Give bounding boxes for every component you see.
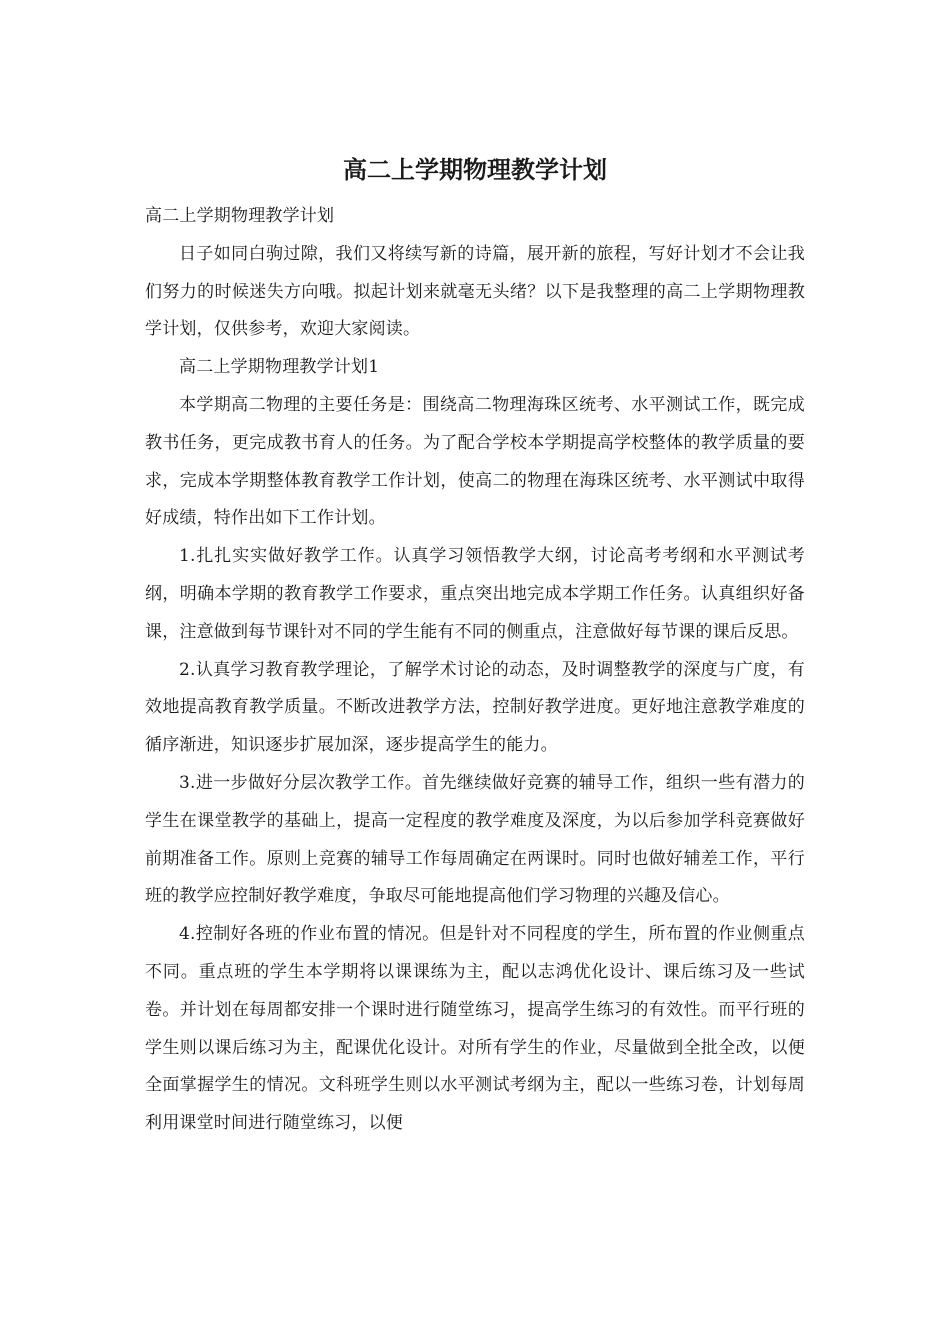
item-paragraph-3: 3.进一步做好分层次教学工作。首先继续做好竞赛的辅导工作，组织一些有潜力的学生在课堂教学的基础上，提高一定程度的教学难度及深度，为以后参加学科竞赛做好前期准备工作。原则上竞赛的辅导工作每周确定在两课时。同时也做好辅差工作，平行班的教学应控制好教学难度，争取尽可能地提高他们学习物理的兴趣及信心。 xyxy=(145,772,805,907)
subtitle-paragraph: 高二上学期物理教学计划 xyxy=(145,206,335,226)
document-title: 高二上学期物理教学计划 xyxy=(343,156,607,184)
document-body xyxy=(145,198,805,1143)
overview-paragraph: 本学期高二物理的主要任务是：围绕高二物理海珠区统考、水平测试工作，既完成教书任务，更完成教书育人的任务。为了配合学校本学期提高学校整体的教学质量的要求，完成本学期整体教育教学工作计划，使高二的物理在海珠区统考、水平测试中取得好成绩，特作出如下工作计划。 xyxy=(145,394,805,529)
item-paragraph-1: 1.扎扎实实做好教学工作。认真学习领悟教学大纲，讨论高考考纲和水平测试考纲，明确本学期的教育教学工作要求，重点突出地完成本学期工作任务。认真组织好备课，注意做到每节课针对不同的学生能有不同的侧重点，注意做好每节课的课后反思。 xyxy=(145,546,805,642)
intro-paragraph: 日子如同白驹过隙，我们又将续写新的诗篇，展开新的旅程，写好计划才不会让我们努力的时候迷失方向哦。拟起计划来就毫无头绪？以下是我整理的高二上学期物理教学计划，仅供参考，欢迎大家阅读。 xyxy=(145,243,805,340)
item-paragraph-2: 2.认真学习教育教学理论，了解学术讨论的动态，及时调整教学的深度与广度，有效地提高教育教学质量。不断改进教学方法，控制好教学进度。更好地注意教学难度的循序渐进，知识逐步扩展加深，逐步提高学生的能力。 xyxy=(145,659,805,756)
section-heading: 高二上学期物理教学计划1 xyxy=(179,357,380,378)
item-paragraph-4: 4.控制好各班的作业布置的情况。但是针对不同程度的学生，所布置的作业侧重点不同。重点班的学生本学期将以课课练为主，配以志鸿优化设计、课后练习及一些试卷。并计划在每周都安排一个课时进行随堂练习，提高学生练习的有效性。而平行班的学生则以课后练习为主，配课优化设计。对所有学生的作业，尽量做到全批全改，以便全面掌握学生的情况。文科班学生则以水平测试考纲为主，配以一些练习卷，计划每周利用课堂时间进行随堂练习，以便 xyxy=(145,924,805,1134)
